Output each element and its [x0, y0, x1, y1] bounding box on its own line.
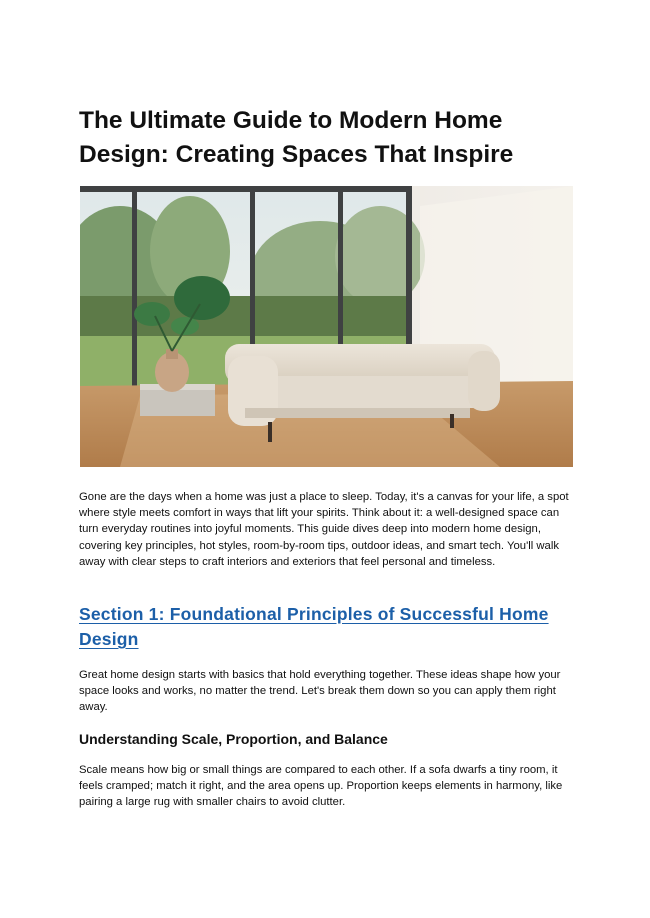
- subsection-paragraph: Scale means how big or small things are compared to each other. If a sofa dwarfs a tiny room, it feels cramped; match it right, and the area opens up. Proportion keeps elements in harmony, like pairing a large rug with smaller chairs to avoid clutter.: [79, 764, 563, 809]
- section-1-heading-link[interactable]: Section 1: Foundational Principles of Successful Home Design: [79, 604, 549, 649]
- subsection-heading: Understanding Scale, Proportion, and Balance: [79, 731, 388, 747]
- section-1-intro-paragraph: Great home design starts with basics that hold everything together. These ideas shape how your space looks and works, no matter the trend. Let's break them down so you can apply them right away.: [79, 669, 561, 714]
- page-title: The Ultimate Guide to Modern Home Design: Creating Spaces That Inspire: [79, 107, 514, 168]
- intro-paragraph: Gone are the days when a home was just a place to sleep. Today, it's a canvas for your life, a spot where style meets comfort in ways that lift your spirits. Think about it: a well-designed space can turn everyday routines into joyful moments. This guide dives deep into modern home design, covering key principles, hot styles, room-by-room tips, outdoor ideas, and smart tech. You'll walk away with clear steps to craft interiors and exteriors that feel personal and timeless.: [79, 491, 569, 568]
- hero-image: [80, 186, 573, 467]
